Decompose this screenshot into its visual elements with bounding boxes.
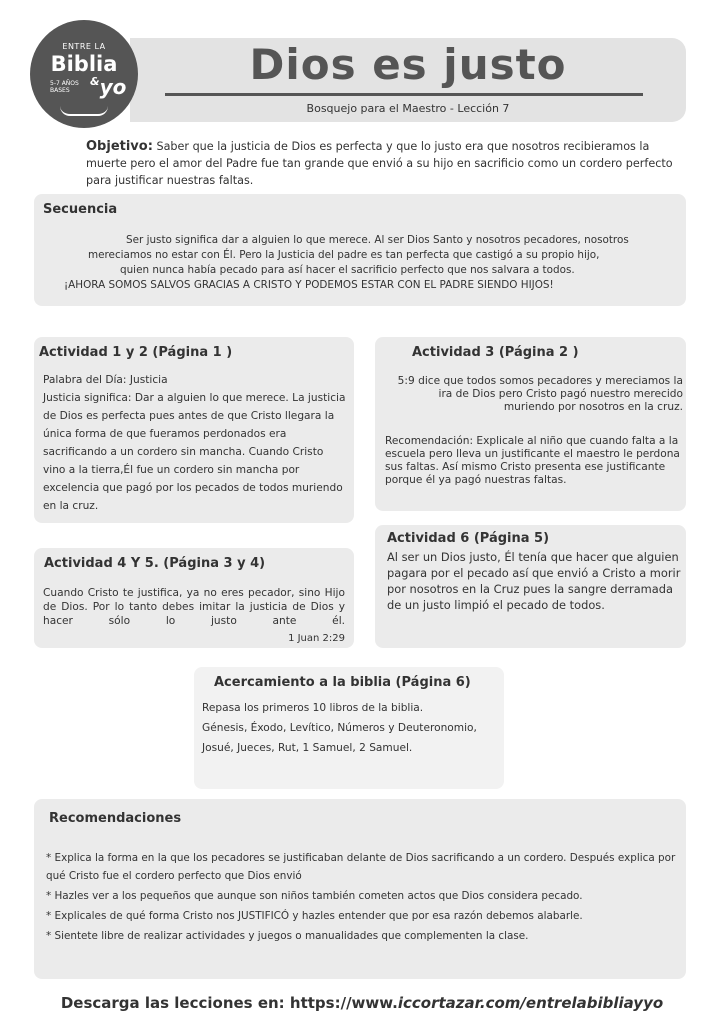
title-underline <box>165 93 643 96</box>
recomendaciones-panel <box>34 799 686 979</box>
open-book-icon <box>60 106 108 116</box>
actividad-6-text: Al ser un Dios justo, Él tenía que hacer que alguien pagara por el pecado así que envió a Cristo a morir por nosotros en la Cruz pues la sangre derramada de un justo limpió el pecado de todos. <box>387 550 681 612</box>
recomendacion-item: * Explicales de qué forma Cristo nos JUSTIFICÓ y hazles entender que por esa razón debemos alabarle. <box>46 910 583 922</box>
secuencia-line-1: Ser justo significa dar a alguien lo que merece. Al ser Dios Santo y nosotros pecadores, nosotros <box>126 234 629 246</box>
footer-prefix: Descarga las lecciones en: https://www. <box>60 994 398 1012</box>
logo <box>30 20 138 128</box>
page-title: Dios es justo <box>249 40 567 89</box>
recomendaciones-list <box>46 849 676 945</box>
actividad-3-recommendation: Recomendación: Explicale al niño que cuando falta a la escuela pero lleva un justificante el maestro le perdona sus faltas. Así mismo Cristo presenta ese justificante porque él ya pagó nuestras faltas. <box>385 435 680 486</box>
logo-age-text: 5-7 AÑOS BASES <box>50 80 79 94</box>
logo-main-text: Biblia <box>50 52 118 76</box>
objective-text: Saber que la justicia de Dios es perfecta y que lo justo era que nosotros recibieramos la muerte pero el amor del Padre fue tan grande que envió a su hijo en sacrificio como un cordero perfecto para justificar nuestras faltas. <box>86 140 673 187</box>
actividad-4-5-title: Actividad 4 Y 5. (Página 3 y 4) <box>44 556 266 571</box>
objective-label: Objetivo: <box>86 139 153 154</box>
actividad-4-5-text: Cuando Cristo te justifica, ya no eres pecador, sino Hijo de Dios. Por lo tanto debes imitar la justicia de Dios y hacer sólo lo justo ante él. <box>43 587 345 627</box>
page-subtitle: Bosquejo para el Maestro - Lección 7 <box>306 102 510 115</box>
logo-yo-text: &yo <box>90 75 127 99</box>
recomendacion-item: * Explica la forma en la que los pecadores se justificaban delante de Dios sacrificando a un cordero. Después explica por qué Cristo fue el cordero perfecto que Dios envió <box>46 852 676 882</box>
secuencia-line-2: mereciamos no estar con Él. Pero la Justicia del padre es tan perfecta que castigó a su propio hijo, <box>88 249 600 261</box>
actividad-4-5-reference: 1 Juan 2:29 <box>288 633 345 644</box>
acercamiento-panel <box>194 667 504 789</box>
actividad-1-2-text: Justicia significa: Dar a alguien lo que merece. La justicia de Dios es perfecta pues antes de que Cristo llegara la única forma de que fueramos perdonados era sacrificando a un cordero sin mancha. Cuando Cristo vino a la tierra,Él fue un cordero sin mancha por excelencia que pagó por los pecados de todos muriendo en la cruz. <box>43 392 346 512</box>
logo-top-text: ENTRE LA <box>62 42 106 51</box>
actividad-1-2-word-of-day: Palabra del Día: Justicia <box>43 374 168 386</box>
recomendaciones-title: Recomendaciones <box>49 811 182 826</box>
secuencia-title: Secuencia <box>43 202 118 217</box>
recomendacion-item: * Hazles ver a los pequeños que aunque son niños también cometen actos que Dios considera pecado. <box>46 890 583 902</box>
actividad-4-5-panel <box>34 548 354 648</box>
objective <box>86 138 676 189</box>
actividad-6-panel <box>375 525 686 648</box>
footer-site: iccortazar <box>397 994 480 1012</box>
acercamiento-line-1: Repasa los primeros 10 libros de la biblia. <box>202 702 424 714</box>
actividad-3-panel <box>375 337 686 511</box>
actividad-1-2-panel <box>34 337 354 523</box>
secuencia-line-3: quien nunca había pecado para así hacer el sacrificio perfecto que nos salvara a todos. <box>120 264 575 276</box>
footer-download-link[interactable] <box>0 994 724 1012</box>
recomendacion-item: * Sientete libre de realizar actividades y juegos o manualidades que complementen la clase. <box>46 930 529 942</box>
actividad-3-verse: 5:9 dice que todos somos pecadores y mereciamos la ira de Dios pero Cristo pagó nuestro merecido muriendo por nosotros en la cruz. <box>397 375 683 413</box>
actividad-1-2-title: Actividad 1 y 2 (Página 1 ) <box>39 345 233 360</box>
acercamiento-title: Acercamiento a la biblia (Página 6) <box>214 675 471 690</box>
acercamiento-line-3: Josué, Jueces, Rut, 1 Samuel, 2 Samuel. <box>202 742 413 754</box>
secuencia-line-4: ¡AHORA SOMOS SALVOS GRACIAS A CRISTO Y PODEMOS ESTAR CON EL PADRE SIENDO HIJOS! <box>64 279 554 291</box>
actividad-3-title: Actividad 3 (Página 2 ) <box>412 345 579 360</box>
footer-suffix: .com/entrelabibliayyo <box>479 994 664 1012</box>
acercamiento-line-2: Génesis, Éxodo, Levítico, Números y Deuteronomio, <box>202 722 477 734</box>
actividad-6-title: Actividad 6 (Página 5) <box>387 531 550 546</box>
secuencia-panel <box>34 194 686 306</box>
